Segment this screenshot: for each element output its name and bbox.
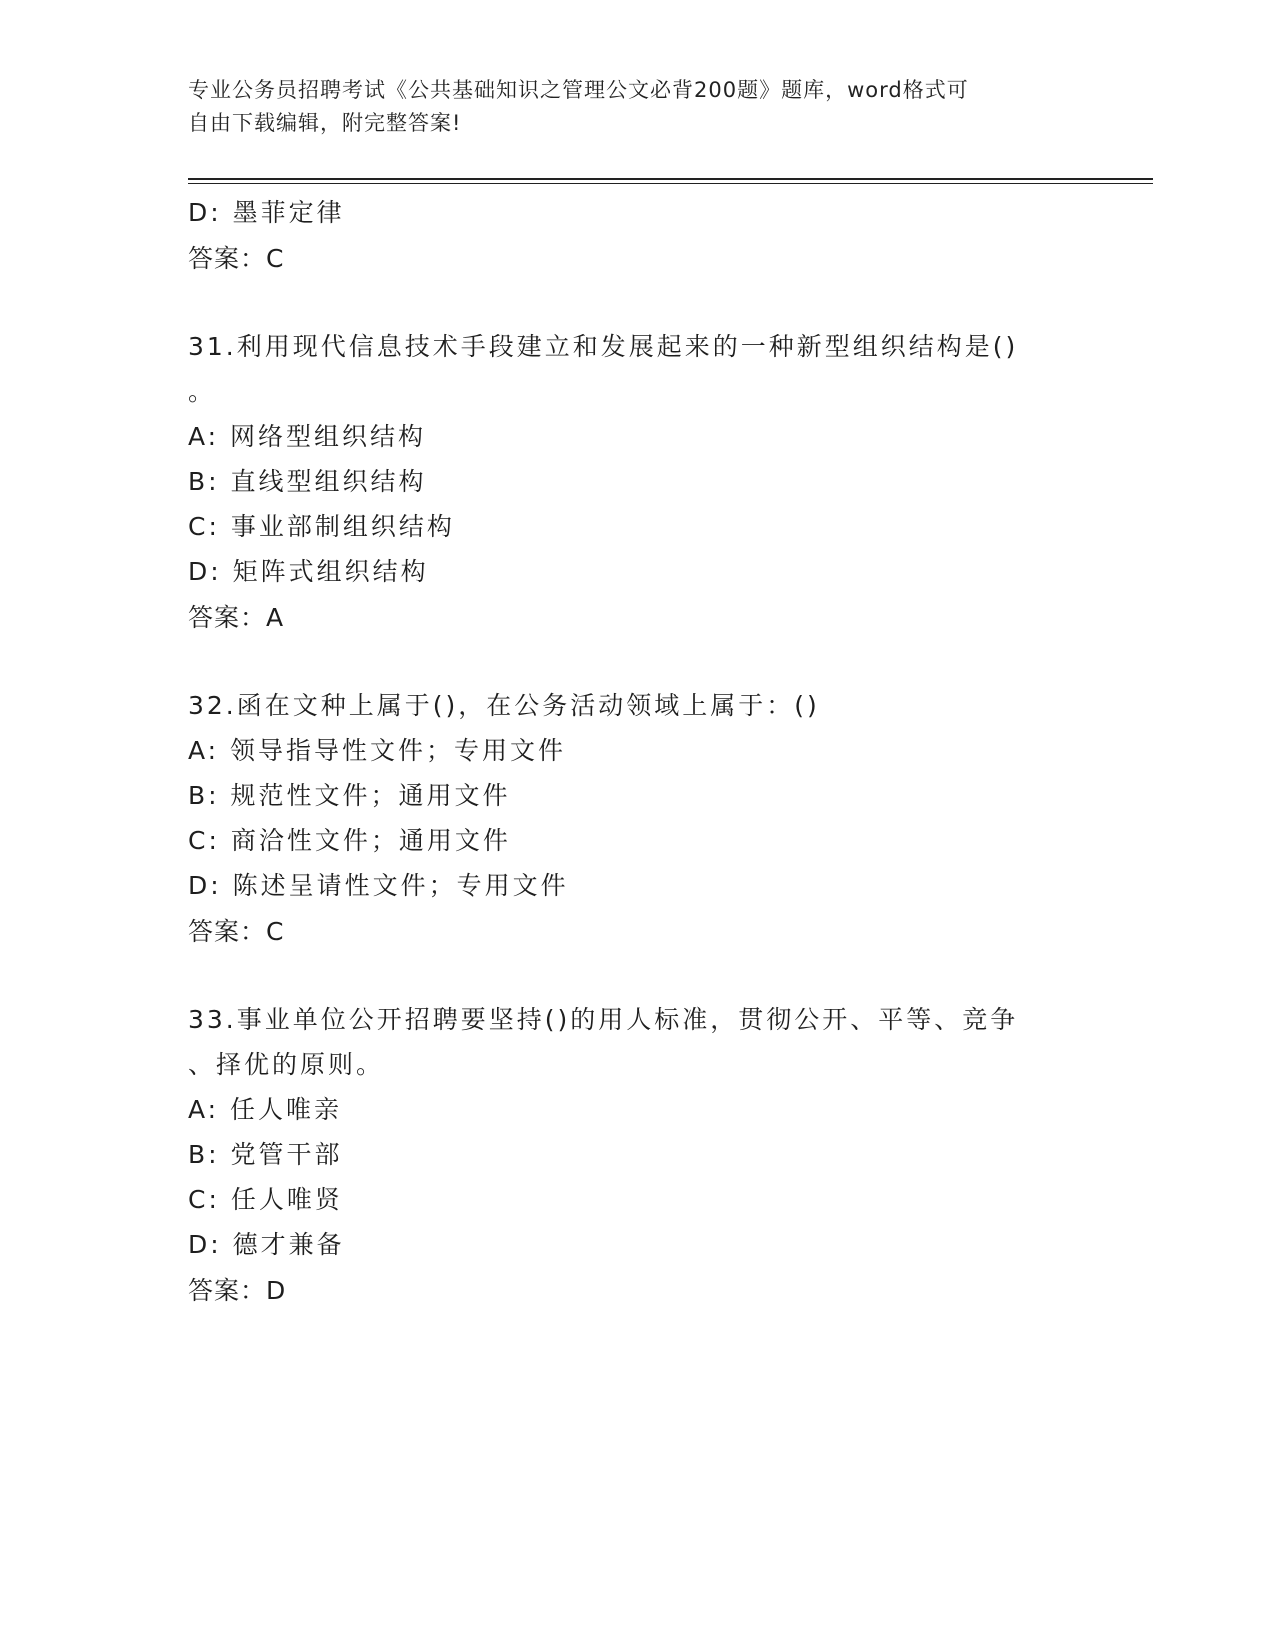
option-c: C: 商洽性文件；通用文件 [188,826,511,855]
header-line-1: 专业公务员招聘考试《公共基础知识之管理公文必背200题》题库，word格式可 [188,78,969,102]
question-stem-continued: 。 [188,377,217,406]
document-header [188,74,1068,140]
question-stem: 31.利用现代信息技术手段建立和发展起来的一种新型组织结构是() [188,332,1019,361]
question-31 [188,324,1088,641]
option-c: C: 任人唯贤 [188,1185,343,1214]
answer: 答案：D [188,1276,287,1305]
option-b: B: 规范性文件；通用文件 [188,781,511,810]
option-d: D: 墨菲定律 [188,198,345,227]
question-stem: 33.事业单位公开招聘要坚持()的用人标准，贯彻公开、平等、竞争 [188,1005,1019,1034]
option-d: D: 陈述呈请性文件；专用文件 [188,871,569,900]
option-d: D: 德才兼备 [188,1230,345,1259]
option-a: A: 网络型组织结构 [188,422,427,451]
question-33 [188,997,1088,1314]
header-line-2: 自由下载编辑，附完整答案! [188,111,462,135]
option-d: D: 矩阵式组织结构 [188,557,429,586]
option-c: C: 事业部制组织结构 [188,512,455,541]
question-stem: 32.函在文种上属于()，在公务活动领域上属于：() [188,691,820,720]
option-b: B: 直线型组织结构 [188,467,427,496]
option-a: A: 领导指导性文件；专用文件 [188,736,567,765]
document-body [188,190,1088,1314]
header-divider-thin [188,183,1153,184]
question-32 [188,683,1088,955]
option-a: A: 任人唯亲 [188,1095,343,1124]
option-b: B: 党管干部 [188,1140,343,1169]
answer: 答案：C [188,917,285,946]
header-divider-thick [188,178,1153,180]
question-stem-continued: 、择优的原则。 [188,1050,385,1079]
answer: 答案：A [188,603,285,632]
answer: 答案：C [188,244,285,273]
